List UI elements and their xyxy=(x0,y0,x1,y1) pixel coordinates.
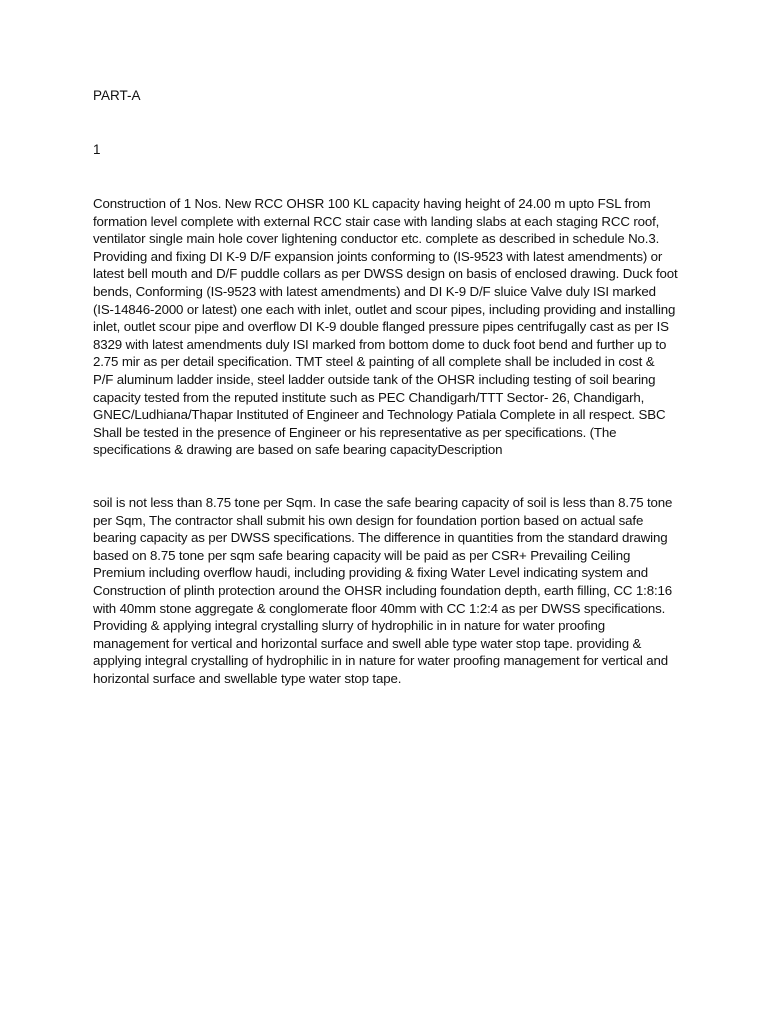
paragraph-construction: Construction of 1 Nos. New RCC OHSR 100 KL capacity having height of 24.00 m upto FSL from formation level complete with external RCC stair case with landing slabs at each staging RCC roof, ventilator single main hole cover lightening conductor etc. complete as described in schedule No.3. Providing and fixing DI K-9 D/F expansion joints conforming to (IS-9523 with latest amendments) or latest bell mouth and D/F puddle collars as per DWSS design on basis of enclosed drawing. Duck foot bends, Conforming (IS-9523 with latest amendments) and DI K-9 D/F sluice Valve duly ISI marked (IS-14846-2000 or latest) one each with inlet, outlet and scour pipes, including providing and installing inlet, outlet scour pipe and overflow DI K-9 double flanged pressure pipes centrifugally cast as per IS 8329 with latest amendments duly ISI marked from bottom dome to duck foot bend and further up to 2.75 mir as per detail specification. TMT steel & painting of all complete shall be included in cost & P/F aluminum ladder inside, steel ladder outside tank of the OHSR including testing of soil bearing capacity tested from the reputed institute such as PEC Chandigarh/TTT Sector- 26, Chandigarh, GNEC/Ludhiana/Thapar Instituted of Engineer and Technology Patiala Complete in all respect. SBC Shall be tested in the presence of Engineer or his representative as per specifications. (The specifications & drawing are based on safe bearing capacityDescription xyxy=(93,196,678,458)
item-number: 1 xyxy=(93,142,101,157)
paragraph-soil-bearing: soil is not less than 8.75 tone per Sqm. In case the safe bearing capacity of soil is less than 8.75 tone per Sqm, The contractor shall submit his own design for foundation portion based on actual safe bearing capacity as per DWSS specifications. The difference in quantities from the standard drawing based on 8.75 tone per sqm safe bearing capacity will be paid as per CSR+ Prevailing Ceiling Premium including overflow haudi, including providing & fixing Water Level indicating system and Construction of plinth protection around the OHSR including foundation depth, earth filling, CC 1:8:16 with 40mm stone aggregate & conglomerate floor 40mm with CC 1:2:4 as per DWSS specifications. Providing & applying integral crystalling slurry of hydrophilic in in nature for water proofing management for vertical and horizontal surface and swell able type water stop tape. providing & applying integral crystalling of hydrophilic in in nature for water proofing management for vertical and horizontal surface and swellable type water stop tape. xyxy=(93,495,673,686)
part-heading: PART-A xyxy=(93,88,141,103)
